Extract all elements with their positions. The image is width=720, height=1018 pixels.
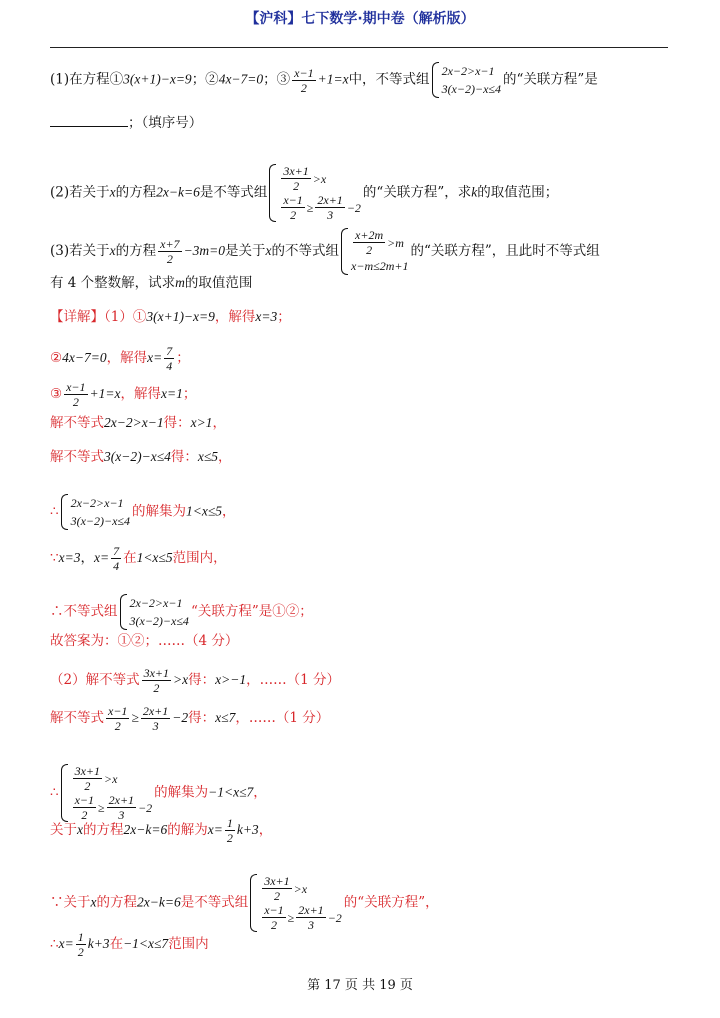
q1-equation-2: 4x−7=0 [218,71,264,87]
q2-mid2: 是不等式组 [199,184,268,201]
q3-var-2: x [265,243,272,258]
q1-equation-3-fraction: $\frac{x-1}{2}$ [294,65,314,95]
question-1-line-1 [50,62,598,98]
q2-equation: 2x−k=6 [156,184,200,200]
q3-inequality-system: x+2m 2 >m x−m≤2m+1 [341,228,408,275]
q3-mid: 的方程 [115,243,157,259]
q2-k: k [471,184,478,200]
solution-line-10: （2）解不等式 $\frac{3x+1}{2}$ >x得：x>−1，……（1 分） [50,666,340,695]
question-3-line-1 [50,228,600,275]
solution-line-7: ∵x=3，x= $\frac{7}{4}$ 在1<x≤5范围内， [50,544,227,573]
solution-line-12: ∴ 3x+1 2 >x $\frac{x-1}{2}$ ≥ $\frac{2x+1}{3}$ −2 的解集为−1<x≤7， [50,764,267,822]
solution-line-9: 故答案为：①②；……（4 分） [50,633,239,649]
q3-equation-fraction: $\frac{x+7}{2}$ [160,237,180,266]
q1-equation-1: 3(x+1)−x=9 [123,71,192,87]
header-divider [50,47,668,48]
q1-equation-3-tail: +1=x [317,71,349,87]
question-1-line-2 [50,114,202,132]
solution-line-5: 解不等式3(x−2)−x≤4得：x≤5， [50,449,232,465]
q3-prefix: (3)若关于 [50,243,110,259]
q1-inequality-system: 2x−2>x−1 3(x−2)−x≤4 [432,62,501,98]
solution-line-2: ②4x−7=0，解得x= $\frac{7}{4}$ ； [50,344,190,373]
q2-prefix: (2)若关于 [50,184,110,201]
q3-tail: 的“关联方程”，且此时不等式组 [410,243,600,259]
solution-line-1: 【详解】（1）①3(x+1)−x=9，解得x=3； [50,309,291,325]
q3-equation-tail: −3m=0 [183,243,226,258]
q1-prefix: (1)在方程① [50,71,124,88]
solution-line-15: ∴x= $\frac{1}{2}$ k+3在−1<x≤7范围内 [50,930,209,959]
q2-tail: 的“关联方程”，求 [362,184,472,201]
q1-sep-3: 中，不等式组 [348,71,430,88]
q3-mid3: 的不等式组 [271,243,340,259]
q3-var: x [109,243,116,258]
solution-line-6: ∴ 2x−2>x−1 3(x−2)−x≤4 的解集为1<x≤5， [50,496,236,528]
q2-inequality-system: 3x+1 2 >x $\frac{x-1}{2}$ ≥ $\frac{2x+1}{3}$ −2 [269,164,361,222]
q1-sep-2: ；③ [263,71,291,88]
page-header-title: 【沪科】七下数学·期中卷（解析版） [245,11,475,27]
solution-line-13: 关于x的方程2x−k=6的解为x= $\frac{1}{2}$ k+3， [50,816,273,845]
solution-line-11: 解不等式 $\frac{x-1}{2}$ ≥ $\frac{2x+1}{3}$ −2得：x≤7，……（1 分） [50,704,330,733]
solution-line-3: ③ $\frac{x-1}{2}$ +1=x，解得x=1； [50,380,197,409]
q3-m: m [175,275,185,290]
question-3-line-2 [50,274,252,292]
solution-line-8: ∴不等式组 2x−2>x−1 3(x−2)−x≤4 “关联方程”是①②； [50,596,313,628]
q2-var: x [109,184,116,200]
q1-sep-1: ；② [191,71,219,88]
q2-tail2: 的取值范围； [477,184,559,201]
q2-mid: 的方程 [115,184,157,201]
page-footer: 第 17 页 共 19 页 [307,978,413,993]
answer-blank [50,126,128,127]
q1-line2-text: ；（填序号） [128,115,203,131]
question-2 [50,164,558,222]
q3-mid2: 是关于 [225,243,266,259]
solution-line-14: ∵关于x的方程2x−k=6是不等式组 3x+1 2 >x $\frac{x-1}{2}$ ≥ $\frac{2x+1}{3}$ −2 的“关联方程”， [50,874,439,932]
solution-line-4: 解不等式2x−2>x−1得：x>1， [50,415,226,431]
q1-tail: 的“关联方程”是 [503,71,598,88]
q3-line2b: 的取值范围 [184,275,253,291]
q3-line2a: 有 4 个整数解，试求 [50,275,176,291]
